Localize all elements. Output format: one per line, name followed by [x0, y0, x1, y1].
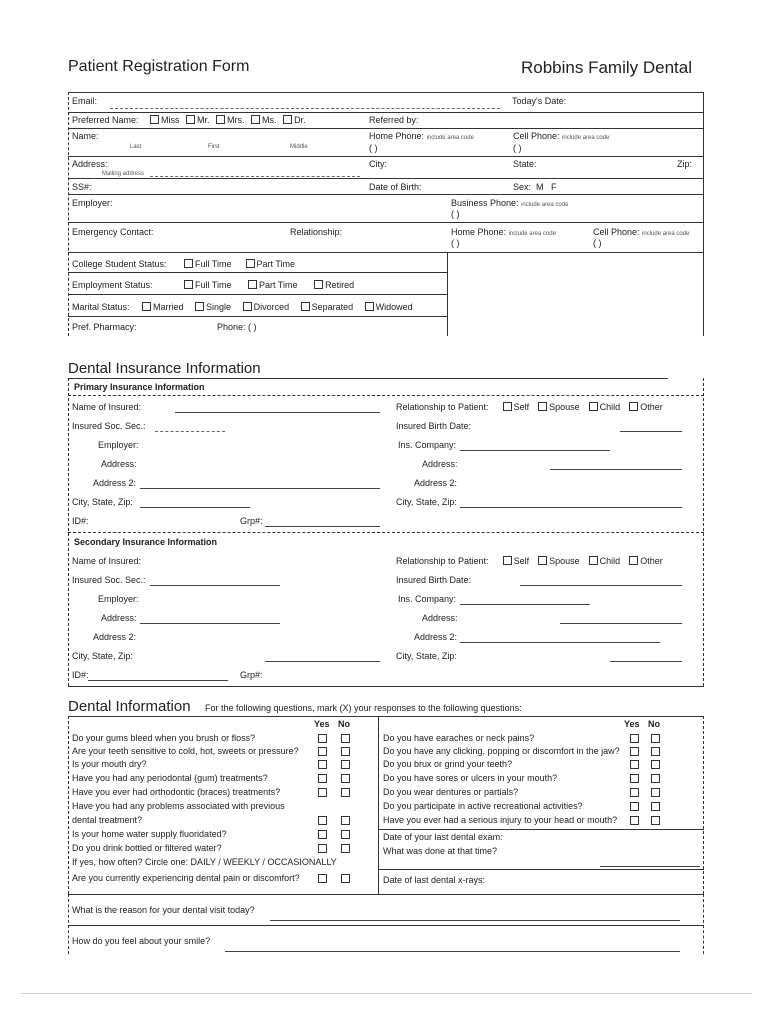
no-checkbox[interactable]: [651, 774, 660, 783]
dental-question-left: Have you ever had orthodontic (braces) treatments?: [72, 787, 281, 797]
secondary-csz-label: City, State, Zip:: [72, 651, 133, 661]
title-dr: Dr.: [294, 115, 306, 125]
ssn-label: SS#:: [72, 182, 92, 192]
checkbox-college-full-time[interactable]: [184, 259, 193, 268]
checkbox-married[interactable]: [142, 302, 151, 311]
marital-divorced: Divorced: [253, 302, 290, 312]
primary-birth-date-field[interactable]: [620, 431, 682, 432]
dental-question-left: Are you currently experiencing dental pain or discomfort?: [72, 873, 300, 883]
secondary-relationship-label: [396, 556, 663, 566]
yes-checkbox[interactable]: [630, 802, 639, 811]
secondary-rel-child: Child: [599, 556, 621, 566]
zip-label: Zip:: [677, 159, 693, 169]
secondary-id-field[interactable]: [88, 680, 228, 681]
dob-label: Date of Birth:: [369, 182, 422, 192]
section-rule: [378, 829, 704, 830]
right-yes-header: Yes: [624, 719, 640, 729]
yes-checkbox[interactable]: [318, 844, 327, 853]
email-field[interactable]: [110, 108, 500, 109]
checkbox-miss[interactable]: [150, 115, 159, 124]
address-label: Address:: [72, 159, 108, 169]
section-rule: [68, 925, 704, 926]
primary-ins-csz-label: City, State, Zip:: [396, 497, 457, 507]
secondary-grp-label: Grp#:: [240, 670, 263, 680]
primary-ins-address-field[interactable]: [550, 469, 682, 470]
sex-text: Sex:: [513, 182, 532, 192]
checkbox-primary-other[interactable]: [629, 402, 638, 411]
business-phone-label: [451, 198, 568, 208]
primary-csz-field[interactable]: [140, 507, 250, 508]
dental-question-right: Do you brux or grind your teeth?: [383, 759, 513, 769]
primary-birth-date-label: Insured Birth Date:: [396, 421, 472, 431]
no-checkbox[interactable]: [341, 734, 350, 743]
ec-home-phone-label: [451, 227, 556, 237]
yes-checkbox[interactable]: [318, 816, 327, 825]
form-divider: [68, 222, 704, 223]
yes-checkbox[interactable]: [630, 816, 639, 825]
form-divider: [68, 272, 448, 273]
name-last-hint: Last: [130, 144, 142, 150]
checkbox-emp-retired[interactable]: [314, 280, 323, 289]
form-divider: [68, 112, 704, 113]
form-divider: [68, 252, 704, 253]
checkbox-mrs[interactable]: [216, 115, 225, 124]
secondary-ins-company-label: Ins. Company:: [398, 594, 457, 604]
secondary-csz-field[interactable]: [265, 661, 380, 662]
primary-id-label: ID#:: [72, 516, 89, 526]
last-exam-label: Date of your last dental exam:: [383, 832, 503, 842]
dental-question-left: Is your home water supply fluoridated?: [72, 829, 227, 839]
emp-full-time: Full Time: [195, 280, 232, 290]
dental-question-left: Do your gums bleed when you brush or floss?: [72, 733, 256, 743]
form-divider: [68, 128, 704, 129]
dental-question-left: Is your mouth dry?: [72, 759, 147, 769]
section-rule: [68, 716, 704, 717]
title-ms: Ms.: [262, 115, 277, 125]
employment-options: [180, 280, 354, 290]
primary-ins-company-field[interactable]: [460, 450, 610, 451]
dental-question-left: Do you drink bottled or filtered water?: [72, 843, 222, 853]
secondary-employer-label: Employer:: [98, 594, 139, 604]
no-checkbox[interactable]: [651, 802, 660, 811]
dental-question-right: Do you have any clicking, popping or discomfort in the jaw?: [383, 746, 620, 756]
yes-checkbox[interactable]: [318, 788, 327, 797]
primary-grp-label: Grp#:: [240, 516, 263, 526]
primary-ins-address2-label: Address 2:: [414, 478, 458, 488]
visit-reason-field[interactable]: [270, 920, 680, 921]
no-checkbox[interactable]: [341, 874, 350, 883]
checkbox-secondary-child[interactable]: [589, 556, 598, 565]
yes-checkbox[interactable]: [318, 830, 327, 839]
yes-checkbox[interactable]: [318, 874, 327, 883]
primary-rel-other: Other: [640, 402, 663, 412]
primary-employer-label: Employer:: [98, 440, 139, 450]
pharmacy-label: Pref. Pharmacy:: [72, 322, 137, 332]
no-checkbox[interactable]: [341, 844, 350, 853]
form-divider: [68, 316, 448, 317]
sex-f-option[interactable]: F: [551, 182, 557, 192]
pharmacy-phone-label: Phone: ( ): [217, 322, 257, 332]
checkbox-secondary-other[interactable]: [629, 556, 638, 565]
dental-section-title: Dental Information: [68, 698, 191, 715]
secondary-ins-address2-label: Address 2:: [414, 632, 458, 642]
preferred-name-label: Preferred Name:: [72, 115, 139, 125]
no-checkbox[interactable]: [341, 788, 350, 797]
ec-relationship-label: Relationship:: [290, 227, 343, 237]
form-divider: [68, 156, 704, 157]
marital-options: [138, 302, 413, 312]
smile-label: How do you feel about your smile?: [72, 936, 211, 946]
dental-question-left: Are your teeth sensitive to cold, hot, sweets or pressure?: [72, 746, 299, 756]
yes-checkbox[interactable]: [318, 774, 327, 783]
secondary-ins-address-field[interactable]: [560, 623, 682, 624]
left-yes-header: Yes: [314, 719, 330, 729]
section-rule: [68, 395, 704, 396]
primary-insurance-title: Primary Insurance Information: [74, 382, 205, 392]
yes-checkbox[interactable]: [318, 734, 327, 743]
title-mrs: Mrs.: [227, 115, 245, 125]
home-phone-label: [369, 131, 474, 141]
right-no-header: No: [648, 719, 660, 729]
form-divider: [68, 178, 704, 179]
home-phone-field[interactable]: ( ): [369, 143, 378, 153]
mailing-address-hint: Mailing address: [102, 171, 145, 177]
primary-csz-label: City, State, Zip:: [72, 497, 133, 507]
business-phone-note: include area code: [521, 202, 569, 208]
section-rule: [378, 716, 379, 894]
secondary-ins-address-label: Address:: [422, 613, 458, 623]
name-first-hint: First: [208, 144, 220, 150]
checkbox-emp-part-time[interactable]: [248, 280, 257, 289]
section-rule: [68, 378, 668, 379]
sex-label: [513, 182, 557, 192]
cell-phone-label: [513, 131, 609, 141]
employment-status-label: Employment Status:: [72, 280, 153, 290]
no-checkbox[interactable]: [341, 830, 350, 839]
dental-instructions: For the following questions, mark (X) your responses to the following questions:: [205, 703, 522, 713]
yes-checkbox[interactable]: [630, 734, 639, 743]
college-part-time: Part Time: [256, 259, 296, 269]
yes-checkbox[interactable]: [630, 747, 639, 756]
primary-ins-address-label: Address:: [422, 459, 458, 469]
marital-married: Married: [153, 302, 184, 312]
section-rule: [68, 894, 704, 895]
section-rule: [378, 869, 704, 870]
home-phone-note: include area code: [426, 135, 474, 141]
primary-ins-company-label: Ins. Company:: [398, 440, 457, 450]
marital-status-label: Marital Status:: [72, 302, 130, 312]
dental-question-left: If yes, how often? Circle one: DAILY / WEEKLY / OCCASIONALLY: [72, 857, 337, 867]
college-full-time: Full Time: [195, 259, 232, 269]
section-rule: [703, 894, 704, 954]
secondary-ins-csz-label: City, State, Zip:: [396, 651, 457, 661]
ec-home-phone-field[interactable]: ( ): [451, 238, 460, 248]
secondary-address-label: Address:: [101, 613, 137, 623]
home-phone-text: Home Phone:: [369, 131, 425, 141]
secondary-ins-company-field[interactable]: [460, 604, 590, 605]
college-status-label: College Student Status:: [72, 259, 167, 269]
checkbox-ms[interactable]: [251, 115, 260, 124]
primary-address-label: Address:: [101, 459, 137, 469]
section-rule: [68, 532, 704, 533]
primary-rel-spouse: Spouse: [549, 402, 580, 412]
secondary-address2-label: Address 2:: [93, 632, 137, 642]
primary-relationship-label: [396, 402, 663, 412]
section-rule: [68, 894, 69, 954]
secondary-ins-csz-field[interactable]: [610, 661, 682, 662]
secondary-id-label: ID#:: [72, 670, 89, 680]
referred-by-label: Referred by:: [369, 115, 419, 125]
no-checkbox[interactable]: [651, 760, 660, 769]
checkbox-widowed[interactable]: [365, 302, 374, 311]
primary-rel-child: Child: [599, 402, 621, 412]
page-footer-rule: [20, 993, 752, 994]
marital-separated: Separated: [311, 302, 354, 312]
checkbox-primary-child[interactable]: [589, 402, 598, 411]
last-xrays-label: Date of last dental x-rays:: [383, 875, 486, 885]
checkbox-separated[interactable]: [301, 302, 310, 311]
primary-ins-csz-field[interactable]: [460, 507, 682, 508]
checkbox-secondary-spouse[interactable]: [538, 556, 547, 565]
form-divider: [68, 92, 704, 93]
dental-question-left: Have you had any problems associated with previous: [72, 801, 285, 811]
no-checkbox[interactable]: [341, 816, 350, 825]
page-title: Patient Registration Form: [68, 58, 250, 75]
secondary-rel-spouse: Spouse: [549, 556, 580, 566]
checkbox-primary-spouse[interactable]: [538, 402, 547, 411]
last-exam-done-label: What was done at that time?: [383, 846, 498, 856]
secondary-ins-address2-field[interactable]: [460, 642, 660, 643]
title-miss: Miss: [161, 115, 180, 125]
ec-cell-phone-label: [593, 227, 689, 237]
ec-home-note: include area code: [508, 231, 556, 237]
primary-rel-self: Self: [513, 402, 530, 412]
section-rule: [68, 686, 704, 687]
last-exam-done-field[interactable]: [600, 866, 700, 867]
ec-cell-note: include area code: [642, 231, 690, 237]
todays-date-label: Today's Date:: [512, 96, 567, 106]
checkbox-secondary-self[interactable]: [503, 556, 512, 565]
yes-checkbox[interactable]: [630, 760, 639, 769]
employer-label: Employer:: [72, 198, 113, 208]
dental-question-left: Have you had any periodontal (gum) treatments?: [72, 773, 268, 783]
address-field[interactable]: [150, 176, 360, 177]
secondary-name-insured-label: Name of Insured:: [72, 556, 142, 566]
no-checkbox[interactable]: [651, 788, 660, 797]
secondary-rel-other: Other: [640, 556, 663, 566]
dental-question-right: Do you participate in active recreational activities?: [383, 801, 583, 811]
ec-home-phone-text: Home Phone:: [451, 227, 507, 237]
no-checkbox[interactable]: [651, 747, 660, 756]
sex-m-option[interactable]: M: [536, 182, 544, 192]
checkbox-college-part-time[interactable]: [246, 259, 255, 268]
name-label: Name:: [72, 131, 99, 141]
form-divider: [68, 194, 704, 195]
primary-name-insured-label: Name of Insured:: [72, 402, 142, 412]
secondary-address-field[interactable]: [140, 623, 280, 624]
business-phone-text: Business Phone:: [451, 198, 519, 208]
secondary-birth-date-label: Insured Birth Date:: [396, 575, 472, 585]
secondary-ssn-field[interactable]: [150, 585, 280, 586]
yes-checkbox[interactable]: [318, 747, 327, 756]
checkbox-mr[interactable]: [186, 115, 195, 124]
title-mr: Mr.: [197, 115, 210, 125]
email-label: Email:: [72, 96, 98, 106]
no-checkbox[interactable]: [341, 760, 350, 769]
title-options: [146, 115, 306, 125]
section-rule: [703, 716, 704, 894]
dental-question-right: Have you ever had a serious injury to your head or mouth?: [383, 815, 618, 825]
ec-cell-phone-field[interactable]: ( ): [593, 238, 602, 248]
secondary-birth-date-field[interactable]: [520, 585, 682, 586]
checkbox-emp-full-time[interactable]: [184, 280, 193, 289]
city-label: City:: [369, 159, 387, 169]
secondary-rel-self: Self: [513, 556, 530, 566]
dental-question-right: Do you have earaches or neck pains?: [383, 733, 535, 743]
form-divider: [68, 294, 448, 295]
dental-question-right: Do you wear dentures or partials?: [383, 787, 519, 797]
smile-field[interactable]: [225, 951, 680, 952]
cell-phone-text: Cell Phone:: [513, 131, 560, 141]
checkbox-primary-self[interactable]: [503, 402, 512, 411]
no-checkbox[interactable]: [651, 816, 660, 825]
dental-question-left: dental treatment?: [72, 815, 143, 825]
primary-ssn-label: Insured Soc. Sec.:: [72, 421, 146, 431]
primary-name-insured-field[interactable]: [175, 412, 380, 413]
dental-question-right: Do you have sores or ulcers in your mouth?: [383, 773, 558, 783]
form-divider: [447, 252, 448, 336]
ec-cell-phone-text: Cell Phone:: [593, 227, 640, 237]
section-rule: [68, 716, 69, 894]
emp-retired: Retired: [325, 280, 355, 290]
college-options: [180, 259, 295, 269]
primary-address2-label: Address 2:: [93, 478, 137, 488]
secondary-relationship-text: Relationship to Patient:: [396, 556, 489, 566]
marital-widowed: Widowed: [375, 302, 413, 312]
visit-reason-label: What is the reason for your dental visit today?: [72, 905, 255, 915]
cell-phone-note: include area code: [562, 135, 610, 141]
practice-name: Robbins Family Dental: [521, 58, 693, 77]
secondary-insurance-title: Secondary Insurance Information: [74, 537, 218, 547]
no-checkbox[interactable]: [341, 747, 350, 756]
no-checkbox[interactable]: [341, 774, 350, 783]
primary-relationship-text: Relationship to Patient:: [396, 402, 489, 412]
marital-single: Single: [206, 302, 232, 312]
secondary-ssn-label: Insured Soc. Sec.:: [72, 575, 146, 585]
checkbox-dr[interactable]: [283, 115, 292, 124]
business-phone-field[interactable]: ( ): [451, 209, 460, 219]
primary-ssn-field[interactable]: [155, 431, 225, 432]
yes-checkbox[interactable]: [630, 788, 639, 797]
primary-grp-field[interactable]: [265, 526, 380, 527]
insurance-section-title: Dental Insurance Information: [68, 360, 261, 377]
name-middle-hint: Middle: [290, 144, 308, 150]
primary-address2-field[interactable]: [140, 488, 380, 489]
emp-part-time: Part Time: [259, 280, 298, 290]
no-checkbox[interactable]: [651, 734, 660, 743]
state-label: State:: [513, 159, 537, 169]
checkbox-single[interactable]: [195, 302, 204, 311]
cell-phone-field[interactable]: ( ): [513, 143, 522, 153]
left-no-header: No: [338, 719, 350, 729]
yes-checkbox[interactable]: [630, 774, 639, 783]
emergency-contact-label: Emergency Contact:: [72, 227, 154, 237]
yes-checkbox[interactable]: [318, 760, 327, 769]
checkbox-divorced[interactable]: [243, 302, 252, 311]
